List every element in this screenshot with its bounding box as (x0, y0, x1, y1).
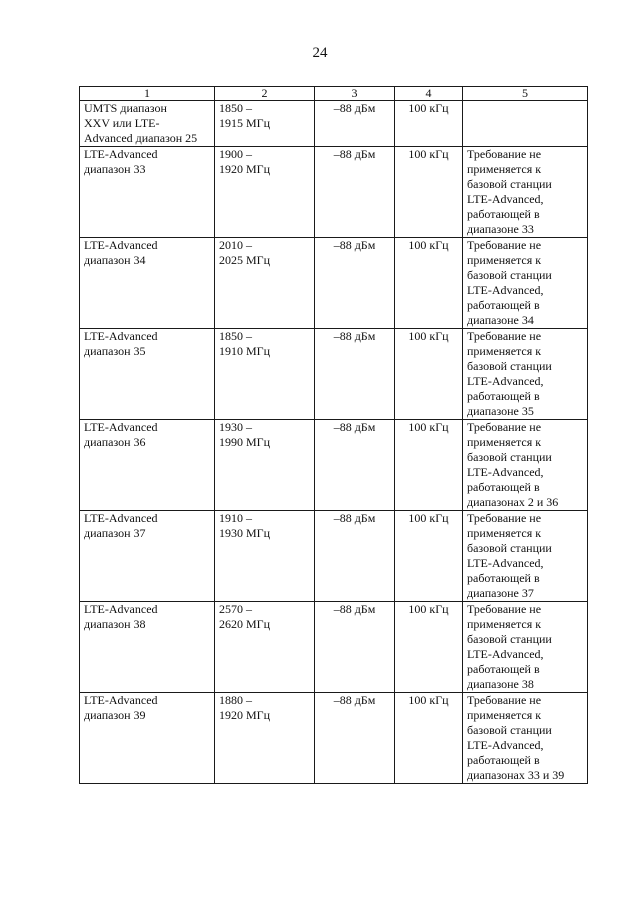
band-cell (80, 511, 215, 602)
band-cell-line: LTE-Advanced (84, 511, 158, 525)
note-cell-line: базовой станции (467, 359, 552, 373)
level-cell (315, 602, 395, 693)
bandwidth-cell-text: 100 кГц (408, 511, 449, 525)
note-cell-line: базовой станции (467, 450, 552, 464)
note-cell-line: Требование не (467, 329, 542, 343)
level-cell-text: –88 дБм (333, 511, 376, 525)
note-cell-line: применяется к (467, 435, 542, 449)
band-cell-line: LTE-Advanced (84, 238, 158, 252)
note-cell-line: Требование не (467, 238, 542, 252)
band-cell-line: LTE-Advanced (84, 329, 158, 343)
frequency-cell-line: 2570 – (219, 602, 252, 616)
note-cell-line: применяется к (467, 162, 542, 176)
header-row (80, 87, 588, 101)
frequency-cell-line: 1850 – (219, 329, 252, 343)
frequency-cell (215, 101, 315, 147)
bandwidth-cell-text: 100 кГц (408, 147, 449, 161)
bandwidth-cell-text: 100 кГц (408, 329, 449, 343)
level-cell (315, 329, 395, 420)
note-cell-line: диапазоне 34 (467, 313, 534, 327)
note-cell (463, 511, 588, 602)
bandwidth-cell (395, 693, 463, 784)
frequency-cell-line: 1930 – (219, 420, 252, 434)
bandwidth-cell (395, 511, 463, 602)
bandwidth-cell (395, 147, 463, 238)
bandwidth-cell-text: 100 кГц (408, 420, 449, 434)
band-cell-line: диапазон 33 (84, 162, 146, 176)
note-cell-line: применяется к (467, 526, 542, 540)
note-cell-line: базовой станции (467, 723, 552, 737)
note-cell (463, 602, 588, 693)
band-cell (80, 602, 215, 693)
band-cell (80, 693, 215, 784)
frequency-cell-line: 1900 – (219, 147, 252, 161)
band-cell (80, 420, 215, 511)
frequency-cell-line: 1930 МГц (219, 526, 271, 540)
level-cell-text: –88 дБм (333, 329, 376, 343)
level-cell (315, 420, 395, 511)
note-cell-line: работающей в (467, 207, 540, 221)
band-cell-line: диапазон 35 (84, 344, 146, 358)
bandwidth-cell-text: 100 кГц (408, 693, 449, 707)
level-cell-text: –88 дБм (333, 101, 376, 115)
bandwidth-cell-text: 100 кГц (408, 101, 449, 115)
note-cell-line: LTE-Advanced, (467, 374, 544, 388)
note-cell-line: Требование не (467, 420, 542, 434)
band-cell (80, 101, 215, 147)
frequency-cell (215, 329, 315, 420)
frequency-cell-line: 2025 МГц (219, 253, 271, 267)
note-cell-line: LTE-Advanced, (467, 647, 544, 661)
note-cell (463, 147, 588, 238)
spec-table (79, 86, 588, 784)
band-cell-line: диапазон 34 (84, 253, 146, 267)
level-cell-text: –88 дБм (333, 238, 376, 252)
band-cell-line: LTE-Advanced (84, 602, 158, 616)
table-row (80, 101, 588, 147)
band-cell-line: диапазон 38 (84, 617, 146, 631)
note-cell-line: работающей в (467, 662, 540, 676)
frequency-cell-line: 1990 МГц (219, 435, 271, 449)
note-cell-line: LTE-Advanced, (467, 192, 544, 206)
frequency-cell (215, 147, 315, 238)
note-cell-line: Требование не (467, 147, 542, 161)
frequency-cell-line: 1850 – (219, 101, 252, 115)
band-cell-line: диапазон 39 (84, 708, 146, 722)
column-header-2: 2 (215, 87, 315, 101)
table-row (80, 147, 588, 238)
band-cell-line: Advanced диапазон 25 (84, 131, 198, 145)
table-row (80, 329, 588, 420)
frequency-cell-line: 1915 МГц (219, 116, 271, 130)
note-cell-line: диапазоне 35 (467, 404, 534, 418)
level-cell (315, 238, 395, 329)
note-cell-line: работающей в (467, 389, 540, 403)
note-cell-line: Требование не (467, 511, 542, 525)
note-cell-line: диапазонах 33 и 39 (467, 768, 565, 782)
frequency-cell-line: 2010 – (219, 238, 252, 252)
level-cell-text: –88 дБм (333, 602, 376, 616)
column-header-4: 4 (395, 87, 463, 101)
note-cell-line: применяется к (467, 344, 542, 358)
frequency-cell-line: 1910 МГц (219, 344, 271, 358)
level-cell-text: –88 дБм (333, 420, 376, 434)
frequency-cell (215, 693, 315, 784)
band-cell-line: XXV или LTE- (84, 116, 160, 130)
note-cell-line: базовой станции (467, 177, 552, 191)
note-cell (463, 101, 588, 147)
note-cell-line: LTE-Advanced, (467, 738, 544, 752)
note-cell-line: базовой станции (467, 632, 552, 646)
frequency-cell-line: 2620 МГц (219, 617, 271, 631)
column-header-3: 3 (315, 87, 395, 101)
note-cell-line: работающей в (467, 571, 540, 585)
bandwidth-cell (395, 602, 463, 693)
note-cell-line: применяется к (467, 253, 542, 267)
band-cell-line: LTE-Advanced (84, 693, 158, 707)
note-cell-line: Требование не (467, 693, 542, 707)
band-cell-line: диапазон 37 (84, 526, 146, 540)
column-header-5: 5 (463, 87, 588, 101)
band-cell-line: LTE-Advanced (84, 420, 158, 434)
table-row (80, 420, 588, 511)
level-cell-text: –88 дБм (333, 693, 376, 707)
bandwidth-cell-text: 100 кГц (408, 602, 449, 616)
frequency-cell (215, 420, 315, 511)
note-cell (463, 693, 588, 784)
note-cell-line: применяется к (467, 708, 542, 722)
band-cell (80, 238, 215, 329)
note-cell-line: LTE-Advanced, (467, 465, 544, 479)
frequency-cell (215, 602, 315, 693)
bandwidth-cell (395, 238, 463, 329)
note-cell-line: LTE-Advanced, (467, 283, 544, 297)
level-cell-text: –88 дБм (333, 147, 376, 161)
band-cell (80, 147, 215, 238)
frequency-cell-line: 1910 – (219, 511, 252, 525)
note-cell (463, 329, 588, 420)
note-cell-line: диапазоне 37 (467, 586, 534, 600)
note-cell-line: применяется к (467, 617, 542, 631)
page-number: 24 (312, 45, 328, 61)
frequency-cell-line: 1920 МГц (219, 708, 271, 722)
bandwidth-cell (395, 329, 463, 420)
frequency-cell-line: 1880 – (219, 693, 252, 707)
table-row (80, 693, 588, 784)
bandwidth-cell-text: 100 кГц (408, 238, 449, 252)
bandwidth-cell (395, 420, 463, 511)
frequency-cell (215, 238, 315, 329)
note-cell-line: диапазоне 38 (467, 677, 534, 691)
note-cell-line: базовой станции (467, 541, 552, 555)
table-row (80, 602, 588, 693)
note-cell (463, 238, 588, 329)
level-cell (315, 101, 395, 147)
table-row (80, 238, 588, 329)
note-cell-line: работающей в (467, 753, 540, 767)
note-cell-line: диапазоне 33 (467, 222, 534, 236)
frequency-cell-line: 1920 МГц (219, 162, 271, 176)
note-cell-line: Требование не (467, 602, 542, 616)
level-cell (315, 693, 395, 784)
column-header-1: 1 (80, 87, 215, 101)
band-cell-line: диапазон 36 (84, 435, 146, 449)
band-cell (80, 329, 215, 420)
band-cell-line: UMTS диапазон (84, 101, 167, 115)
note-cell-line: работающей в (467, 298, 540, 312)
note-cell (463, 420, 588, 511)
band-cell-line: LTE-Advanced (84, 147, 158, 161)
note-cell-line: LTE-Advanced, (467, 556, 544, 570)
note-cell-line: базовой станции (467, 268, 552, 282)
bandwidth-cell (395, 101, 463, 147)
level-cell (315, 511, 395, 602)
note-cell-line: работающей в (467, 480, 540, 494)
table-body (80, 101, 588, 784)
note-cell-line: диапазонах 2 и 36 (467, 495, 559, 509)
table-row (80, 511, 588, 602)
frequency-cell (215, 511, 315, 602)
level-cell (315, 147, 395, 238)
